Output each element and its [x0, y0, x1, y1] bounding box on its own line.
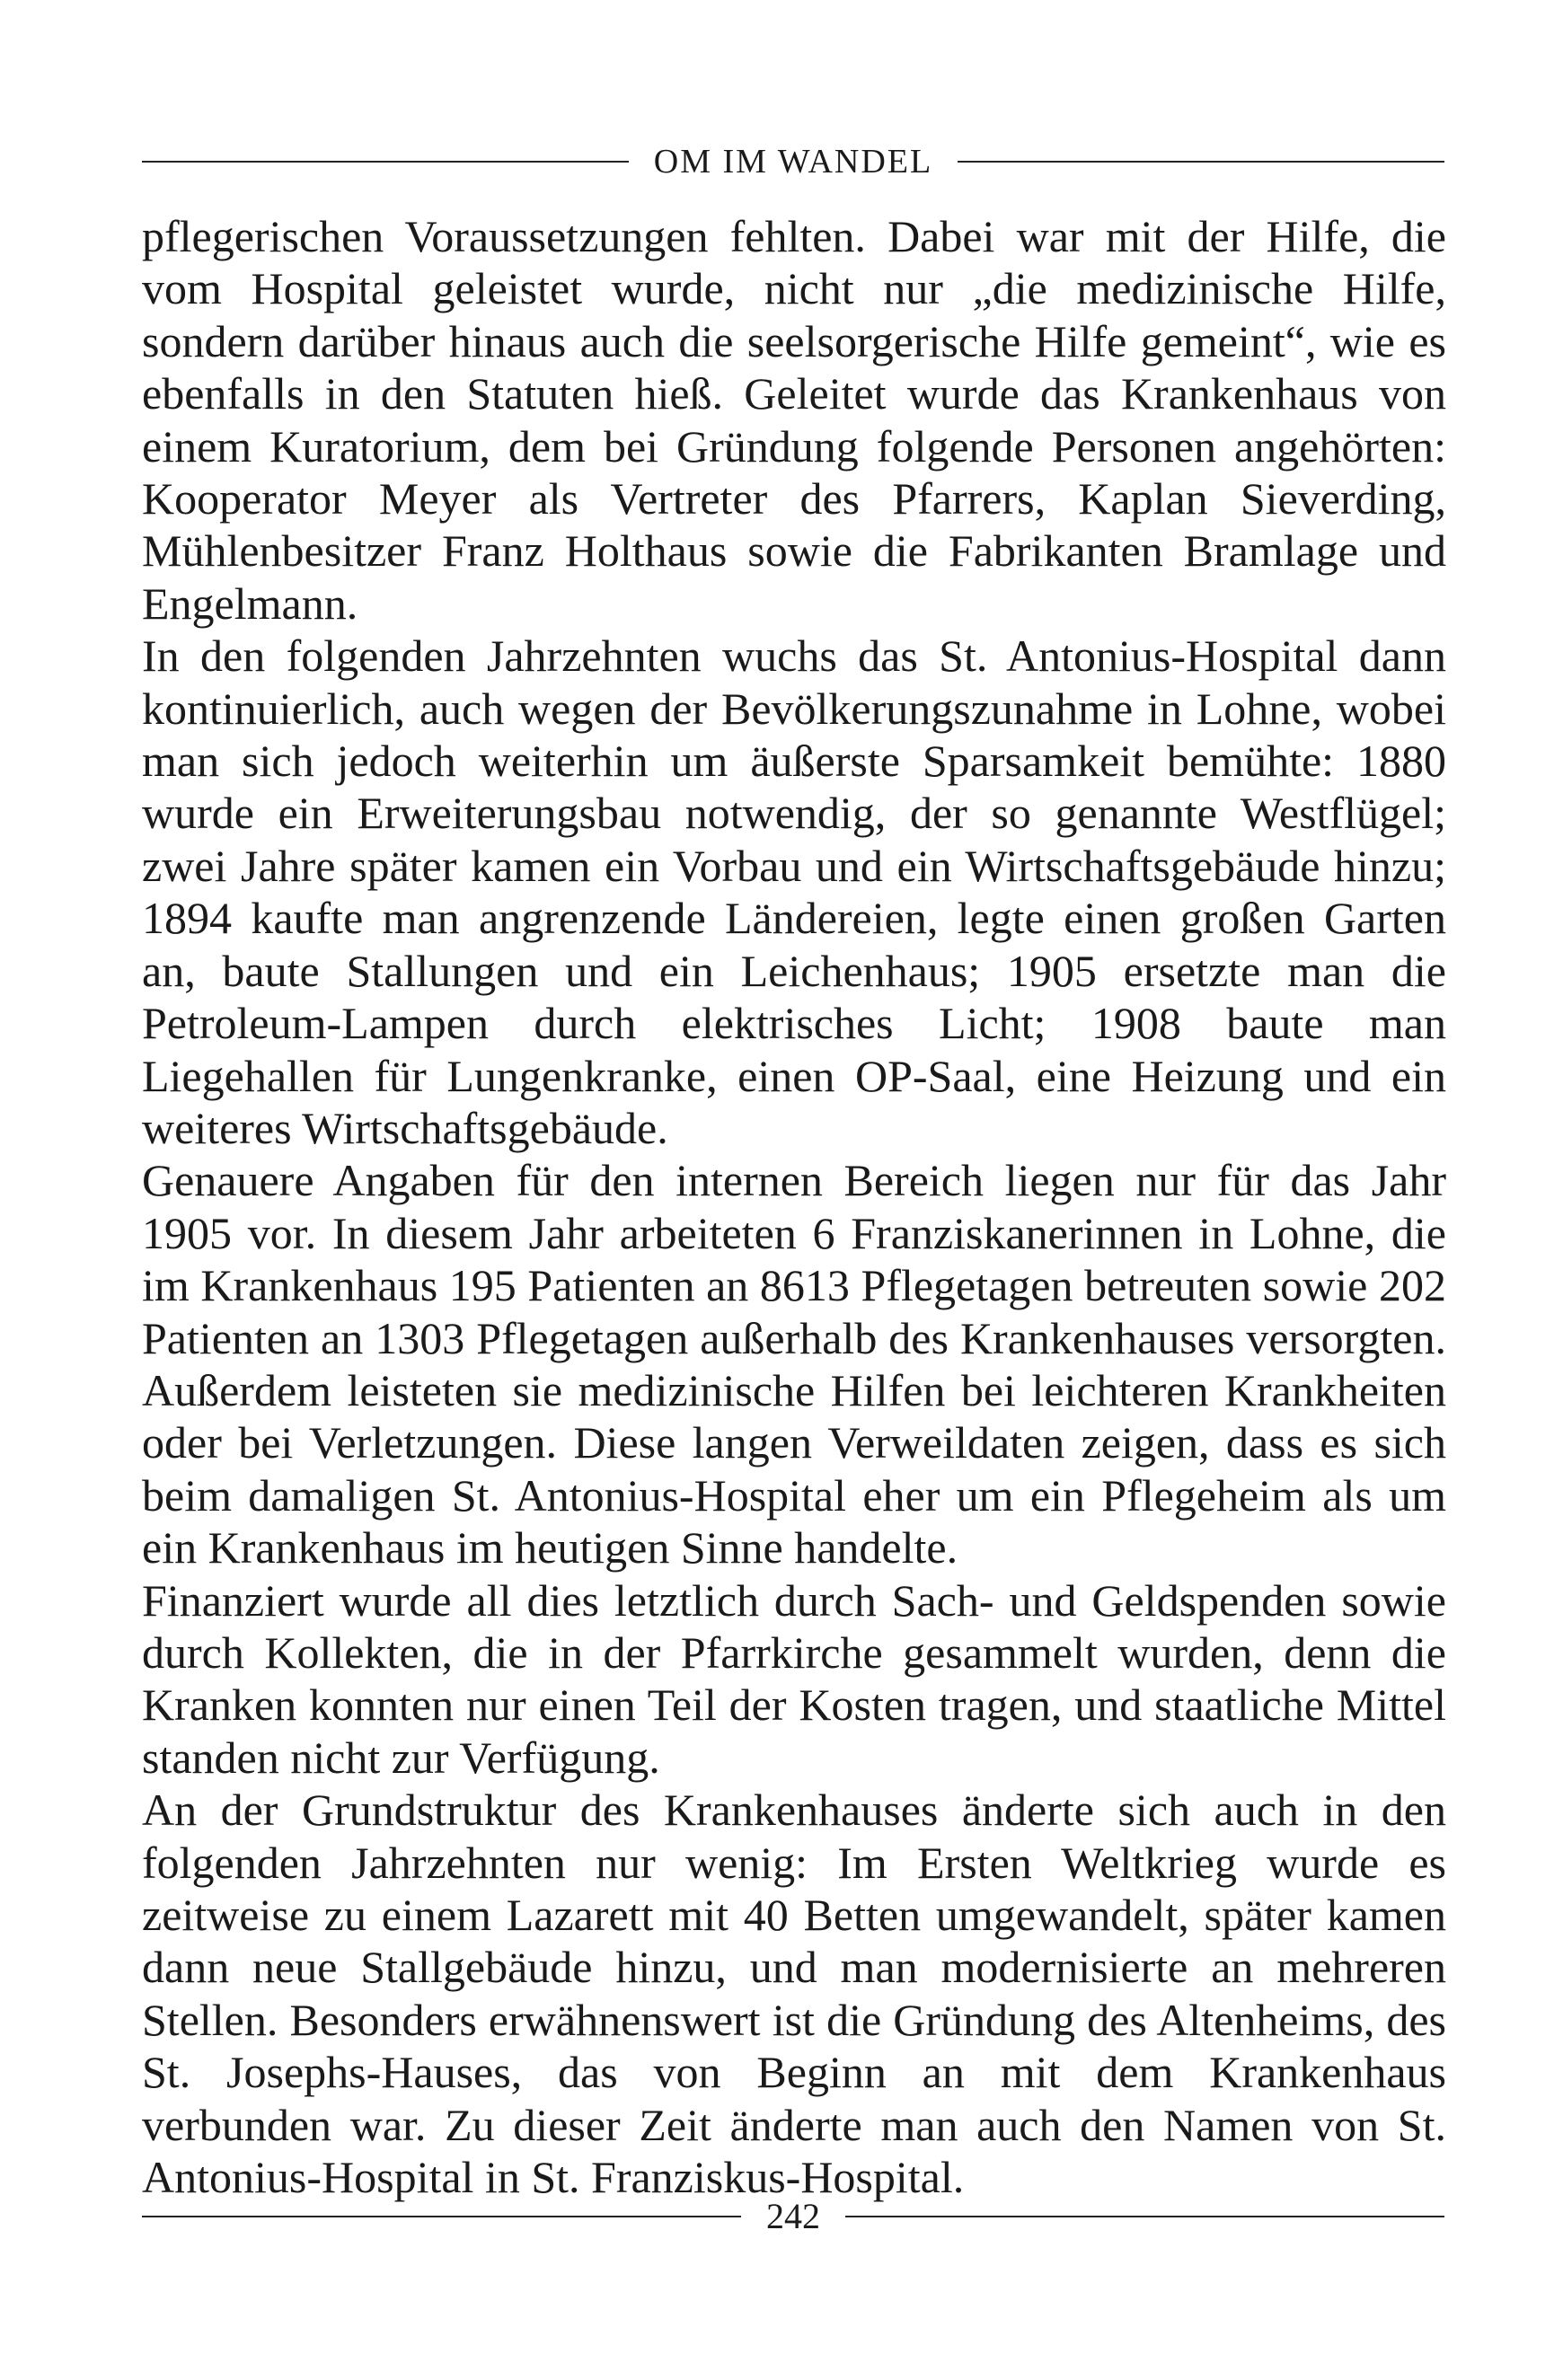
running-head-rule-left [142, 161, 629, 163]
paragraph-4: Finanziert wurde all dies letztlich durch Sach- und Geldspenden sowie durch Kollekten, die in der Pfarrkirche gesammelt wurden, denn die Kranken konnten nur einen Teil der Kosten tragen, und staatliche Mittel standen nicht zur Verfügung. [142, 1574, 1446, 1783]
running-head [142, 135, 1444, 189]
body-text [142, 210, 1446, 2203]
paragraph-5: An der Grundstruktur des Krankenhauses änderte sich auch in den folgenden Jahrzehnten nur wenig: Im Ersten Weltkrieg wurde es zeitweise zu einem Lazarett mit 40 Betten umgewandelt, später kamen dann neue Stallgebäude hinzu, und man modernisierte an mehreren Stellen. Besonders erwähnenswert ist die Gründung des Altenheims, des St. Josephs-Hauses, das von Beginn an mit dem Krankenhaus verbunden war. Zu dieser Zeit änderte man auch den Namen von St. Antonius-Hospital in St. Franziskus-Hospital. [142, 1785, 1446, 2203]
page-number: 242 [766, 2196, 820, 2236]
paragraph-2: In den folgenden Jahrzehnten wuchs das St. Antonius-Hospital dann kontinuierlich, auch wegen der Bevölkerungszunahme in Lohne, wobei man sich jedoch weiterhin um äußerste Sparsamkeit bemühte: 1880 wurde ein Erweiterungsbau notwendig, der so genannte Westflügel; zwei Jahre später kamen ein Vorbau und ein Wirtschaftsgebäude hinzu; 1894 kaufte man angrenzende Ländereien, legte einen großen Garten an, baute Stallungen und ein Leichenhaus; 1905 ersetzte man die Petroleum-Lampen durch elektrisches Licht; 1908 baute man Liegehallen für Lungenkranke, einen OP-Saal, eine Heizung und ein weiteres Wirtschaftsgebäude. [142, 630, 1446, 1153]
page-footer [142, 2190, 1444, 2243]
paragraph-3: Genauere Angaben für den internen Bereich liegen nur für das Jahr 1905 vor. In diesem Jahr arbeiteten 6 Franziskanerinnen in Lohne, die im Krankenhaus 195 Patienten an 8613 Pflegetagen betreuten sowie 202 Patienten an 1303 Pflegetagen außerhalb des Krankenhauses versorgten. Außerdem leisteten sie medizinische Hilfen bei leichteren Krankheiten oder bei Verletzungen. Diese langen Verweildaten zeigen, dass es sich beim damaligen St. Antonius-Hospital eher um ein Pflegeheim als um ein Krankenhaus im heutigen Sinne handelte. [142, 1155, 1446, 1573]
footer-rule-right [845, 2216, 1444, 2217]
paragraph-1: pflegerischen Voraussetzungen fehlten. Dabei war mit der Hilfe, die vom Hospital geleistet wurde, nicht nur „die medizinische Hilfe, sondern darüber hinaus auch die seelsorgerische Hilfe gemeint“, wie es ebenfalls in den Statuten hieß. Geleitet wurde das Krankenhaus von einem Kuratorium, dem bei Gründung folgende Personen angehörten: Kooperator Meyer als Vertreter des Pfarrers, Kaplan Sieverding, Mühlenbesitzer Franz Holthaus sowie die Fabrikanten Bramlage und Engelmann. [142, 211, 1446, 629]
footer-rule-left [142, 2216, 741, 2217]
running-head-title: OM IM WANDEL [653, 143, 933, 181]
running-head-rule-right [958, 161, 1444, 163]
